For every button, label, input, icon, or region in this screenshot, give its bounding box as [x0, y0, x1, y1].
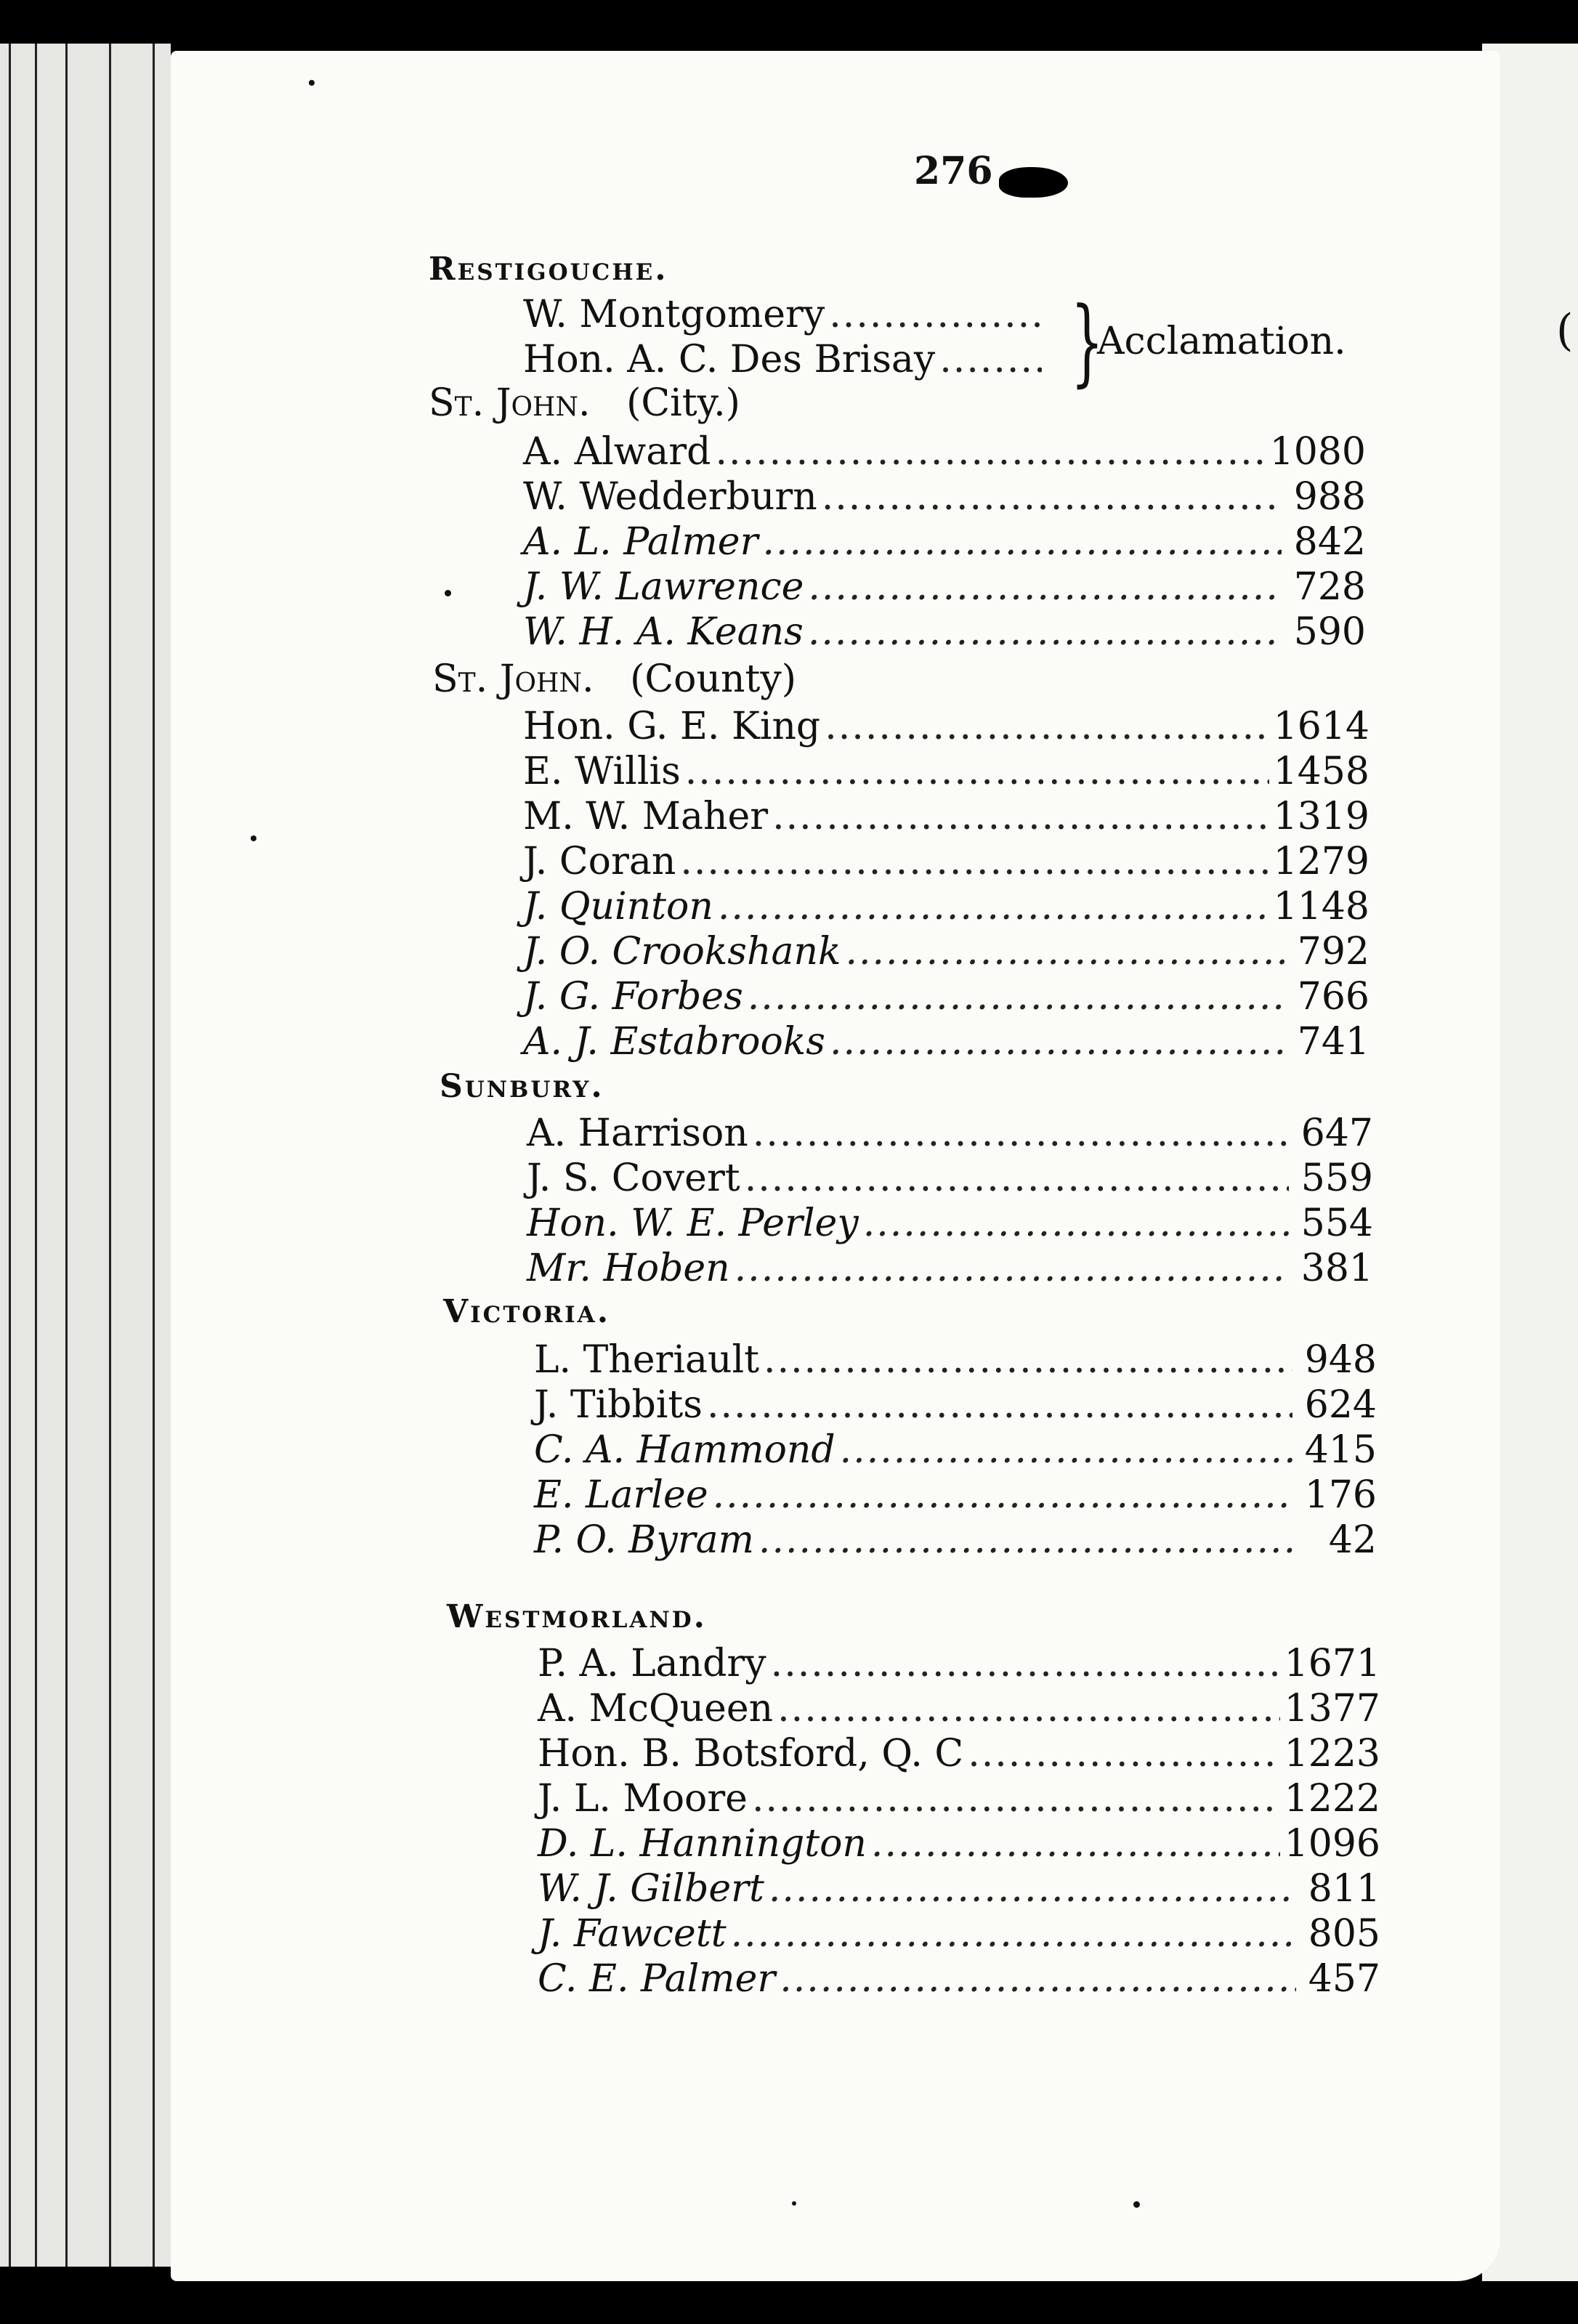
- vote-count: 415: [1304, 1428, 1377, 1472]
- vote-count: 590: [1293, 610, 1366, 654]
- vote-count: 381: [1300, 1247, 1373, 1290]
- candidate-name: J. Tibbits: [534, 1383, 703, 1427]
- list-item: [523, 520, 1366, 565]
- candidate-name: P. O. Byram: [534, 1518, 754, 1562]
- candidate-name: Hon. A. C. Des Brisay: [523, 338, 936, 381]
- candidate-name: J. Quinton: [523, 885, 713, 928]
- list-item: [523, 293, 1046, 338]
- candidate-name: Hon. G. E. King: [523, 705, 821, 748]
- ink-blot: [999, 167, 1068, 198]
- section-heading-restigouche: Restigouche.: [429, 251, 668, 288]
- candidate-name: Hon. B. Botsford, Q. C: [538, 1732, 964, 1776]
- list-item: [523, 475, 1366, 520]
- list-item: [527, 1112, 1373, 1157]
- list-item: [523, 840, 1369, 885]
- vote-count: 624: [1304, 1383, 1377, 1427]
- section-qualifier: (City.): [626, 381, 740, 425]
- candidate-name: W. Montgomery: [523, 293, 825, 336]
- vote-count: 988: [1293, 475, 1366, 519]
- vote-count: 1222: [1284, 1777, 1380, 1821]
- candidate-name: L. Theriault: [534, 1338, 760, 1382]
- vote-count: 554: [1300, 1202, 1373, 1245]
- list-item: [523, 430, 1366, 475]
- candidate-name: Hon. W. E. Perley: [527, 1202, 859, 1245]
- list-item: [523, 610, 1366, 655]
- candidate-name: P. A. Landry: [538, 1642, 766, 1685]
- list-item: [523, 565, 1366, 610]
- candidate-name: J. S. Covert: [527, 1157, 740, 1200]
- candidate-name: J. G. Forbes: [523, 975, 743, 1019]
- list-item: [527, 1157, 1373, 1202]
- vote-count: 811: [1308, 1867, 1380, 1911]
- candidate-name: C. E. Palmer: [538, 1957, 776, 2001]
- candidate-name: J. W. Lawrence: [523, 565, 804, 609]
- vote-count: 457: [1308, 1957, 1380, 2001]
- section-heading: St. John.: [432, 657, 594, 701]
- candidate-name: E. Larlee: [534, 1473, 708, 1517]
- candidate-name: J. O. Crookshank: [523, 930, 841, 973]
- candidate-name: A. Alward: [523, 430, 711, 474]
- list-item: [538, 1777, 1380, 1822]
- vote-count: 1096: [1284, 1822, 1380, 1866]
- candidate-name: W. H. A. Keans: [523, 610, 804, 654]
- list-item: [523, 338, 1046, 383]
- scan-speck: [445, 590, 451, 596]
- scan-speck: [1133, 2201, 1140, 2208]
- candidate-name: A. L. Palmer: [523, 520, 758, 564]
- candidate-name: W. Wedderburn: [523, 475, 817, 519]
- candidate-name: M. W. Maher: [523, 795, 769, 838]
- list-item: [523, 750, 1369, 795]
- scan-speck: [251, 835, 256, 841]
- list-item: [534, 1518, 1377, 1563]
- list-item: [523, 1020, 1369, 1065]
- list-item: [538, 1867, 1380, 1912]
- list-item: [527, 1247, 1373, 1292]
- list-item: [538, 1912, 1380, 1957]
- candidate-name: A. McQueen: [538, 1687, 774, 1730]
- vote-count: 1377: [1284, 1687, 1380, 1730]
- right-page-bracket-mark: (: [1556, 305, 1574, 356]
- vote-count: 766: [1297, 975, 1369, 1019]
- vote-count: 792: [1297, 930, 1369, 973]
- list-item: [534, 1473, 1377, 1518]
- vote-count: 1458: [1273, 750, 1369, 793]
- vote-count: 728: [1293, 565, 1366, 609]
- vote-count: 559: [1300, 1157, 1373, 1200]
- candidate-name: W. J. Gilbert: [538, 1867, 764, 1911]
- scan-speck: [309, 80, 315, 86]
- scan-speck: [792, 2201, 796, 2206]
- vote-count: 805: [1308, 1912, 1380, 1956]
- vote-count: 647: [1300, 1112, 1373, 1155]
- candidate-name: E. Willis: [523, 750, 681, 793]
- vote-count: 1223: [1284, 1732, 1380, 1776]
- candidate-name: J. Coran: [523, 840, 676, 883]
- candidate-name: C. A. Hammond: [534, 1428, 835, 1472]
- candidate-name: Mr. Hoben: [527, 1247, 730, 1290]
- list-item: [534, 1428, 1377, 1473]
- list-item: [523, 705, 1369, 750]
- vote-count: 1671: [1284, 1642, 1380, 1685]
- list-item: [538, 1687, 1380, 1732]
- list-item: [538, 1822, 1380, 1867]
- section-heading: St. John.: [429, 381, 591, 425]
- list-item: [523, 795, 1369, 840]
- section-heading-westmorland: Westmorland.: [447, 1598, 707, 1635]
- vote-count: 1279: [1273, 840, 1369, 883]
- vote-count: 176: [1304, 1473, 1377, 1517]
- list-item: [523, 885, 1369, 930]
- vote-count: 948: [1304, 1338, 1377, 1382]
- left-page-edge: [0, 44, 171, 2267]
- list-item: [538, 1732, 1380, 1777]
- candidate-name: A. Harrison: [527, 1112, 748, 1155]
- list-item: [538, 1642, 1380, 1687]
- vote-count: 1614: [1273, 705, 1369, 748]
- page-number: 276: [914, 149, 993, 193]
- section-heading-st-john-county: [432, 657, 796, 701]
- list-item: [523, 930, 1369, 975]
- candidate-name: D. L. Hannington: [538, 1822, 867, 1866]
- brace-glyph: }: [1070, 286, 1104, 397]
- vote-count: 842: [1293, 520, 1366, 564]
- candidate-name: A. J. Estabrooks: [523, 1020, 825, 1064]
- list-item: [538, 1957, 1380, 2002]
- section-heading-sunbury: Sunbury.: [440, 1068, 604, 1105]
- candidate-name: J. Fawcett: [538, 1912, 727, 1956]
- election-result: Acclamation.: [1097, 320, 1346, 363]
- list-item: [534, 1338, 1377, 1383]
- candidate-name: J. L. Moore: [538, 1777, 748, 1821]
- vote-count: 1148: [1273, 885, 1369, 928]
- section-heading-st-john-city: [429, 381, 740, 425]
- vote-count: 42: [1328, 1518, 1377, 1562]
- list-item: [523, 975, 1369, 1020]
- vote-count: 741: [1297, 1020, 1369, 1064]
- section-heading-victoria: Victoria.: [443, 1293, 611, 1330]
- list-item: [527, 1202, 1373, 1247]
- section-qualifier: (County): [630, 657, 796, 701]
- vote-count: 1319: [1273, 795, 1369, 838]
- list-item: [534, 1383, 1377, 1428]
- vote-count: 1080: [1269, 430, 1366, 474]
